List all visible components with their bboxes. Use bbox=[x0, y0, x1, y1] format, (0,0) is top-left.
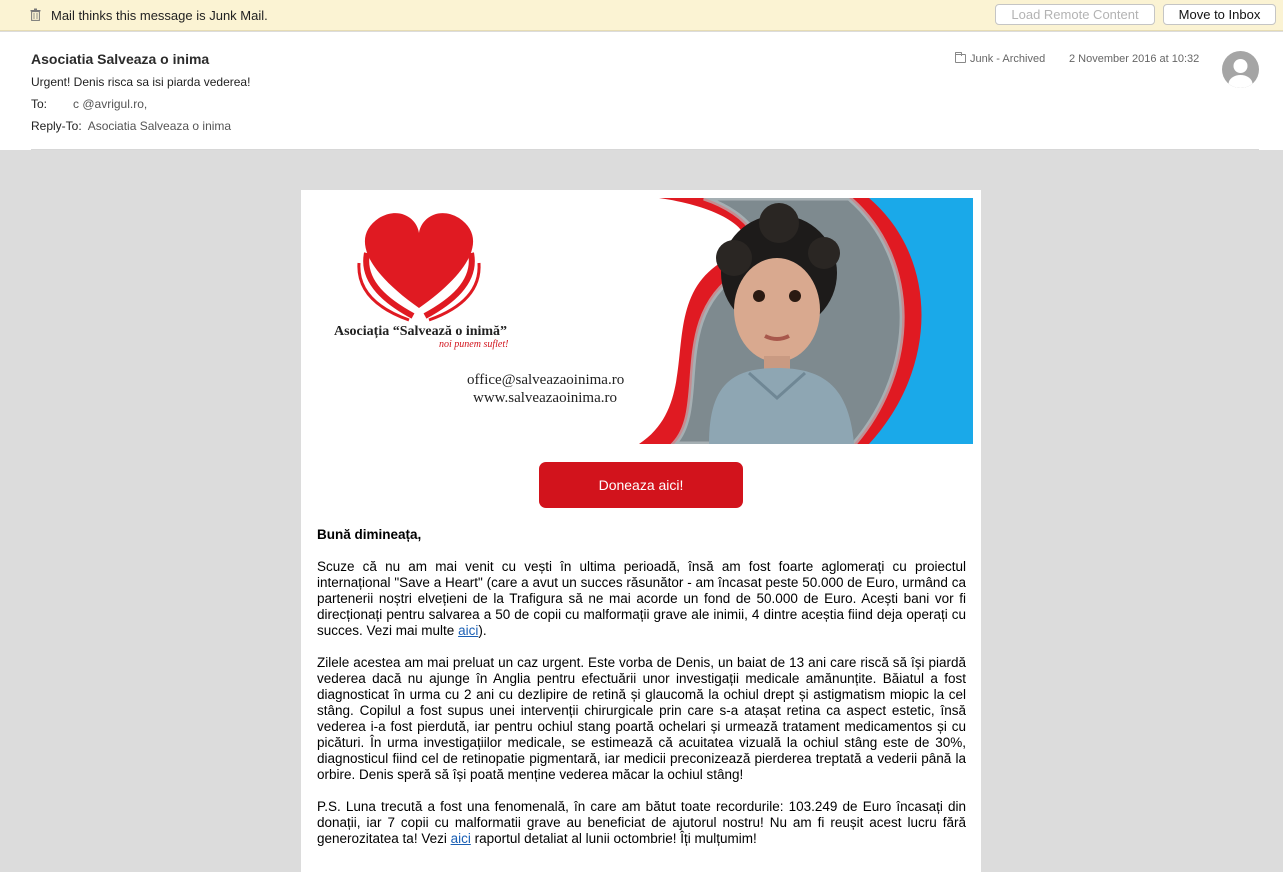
person-silhouette-icon bbox=[1222, 51, 1259, 88]
reply-to-address[interactable]: Asociatia Salveaza o inima bbox=[87, 119, 232, 133]
banner-image bbox=[309, 198, 973, 444]
folder-label: Junk - Archived bbox=[970, 53, 1046, 65]
org-slogan: noi punem suflet! bbox=[439, 339, 509, 350]
load-remote-content-button[interactable]: Load Remote Content bbox=[995, 4, 1155, 25]
email-text bbox=[317, 527, 966, 863]
move-to-inbox-button[interactable]: Move to Inbox bbox=[1163, 4, 1276, 25]
donate-button[interactable]: Doneaza aici! bbox=[539, 462, 743, 508]
folder-icon bbox=[955, 54, 966, 63]
banner-website: www.salveazaoinima.ro bbox=[473, 390, 617, 406]
paragraph-1-text: Scuze că nu am mai venit cu vești în ultima perioadă, însă am fost foarte aglomerați cu proiectul internațional "Save a Heart" (care a avut un succes răsunător - am încasat peste 50.000 de Euro, urmând ca partenerii noștri elvețieni de la Trafigura să ne mai acorde un fond de 50.000 de Euro. Acești bani vor fi direcționați pentru salvarea a 50 de copii cu malformații grave ale inimii, 4 dintre aceștia fiind deja operați cu succes. Vezi mai multe bbox=[317, 559, 966, 638]
message-header bbox=[0, 32, 1283, 150]
header-divider bbox=[31, 149, 1259, 150]
link-aici-1[interactable]: aici bbox=[458, 623, 479, 638]
subject-line: Urgent! Denis risca sa isi piarda vederea! bbox=[31, 75, 251, 89]
junk-mail-bar bbox=[0, 0, 1283, 31]
mailbox-folder[interactable] bbox=[955, 53, 1045, 65]
trash-icon bbox=[30, 8, 41, 21]
paragraph-2: Zilele acestea am mai preluat un caz urgent. Este vorba de Denis, un baiat de 13 ani care riscă să își piardă vederea dacă nu ajunge în Anglia pentru efectuării unor investigații medicale amănunțite. Băiatul a fost diagnosticat în urma cu 2 ani cu dezlipire de retină și glaucomă la ochiul drept și astigmatism miopic la cel stâng. Copilul a fost supus unei intervenții chirurgicale prin care s-a atașat retina ca aspect estetic, însă vederea i-a fost pierdută, iar pentru ochiul stang poartă ochelari și urmează tratament medicamentos și cu picături. În urma investigațiilor medicale, se estimează că acuitatea vizuală la ochiul stâng este de 30%, diagnosticul fiind cel de retinopatie pigmentară, iar medicii preconizează pierderea treptată a vederii până la orbire. Denis speră să își poată menține vederea măcar la ochiul stâng! bbox=[317, 655, 966, 782]
to-row bbox=[31, 97, 147, 111]
message-date: 2 November 2016 at 10:32 bbox=[1069, 53, 1200, 65]
email-body bbox=[301, 190, 981, 872]
banner-email: office@salveazaoinima.ro bbox=[467, 372, 625, 388]
greeting: Bună dimineața, bbox=[317, 527, 422, 542]
paragraph-3 bbox=[317, 799, 966, 847]
paragraph-1 bbox=[317, 559, 966, 639]
banner-graphic bbox=[309, 198, 973, 444]
reply-to-row bbox=[31, 119, 231, 133]
paragraph-1-end: ). bbox=[478, 623, 487, 638]
sender-name[interactable]: Asociatia Salveaza o inima bbox=[31, 51, 210, 67]
paragraph-3-text: P.S. Luna trecută a fost una fenomenală, în care am bătut toate recordurile: 103.249 de Euro încasați din donații, iar 7 copii cu malformatii grave au beneficiat de ajutorul nostru! Nu am fi reușit acest lucru fără generozitatea ta! Vezi bbox=[317, 799, 966, 846]
to-label: To: bbox=[31, 97, 48, 111]
org-name: Asociația “Salvează o inimă” bbox=[334, 324, 508, 339]
to-recipient[interactable]: c @avrigul.ro, bbox=[73, 97, 148, 111]
paragraph-3-end: raportul detaliat al lunii octombrie! Îți mulțumim! bbox=[470, 831, 757, 846]
junk-message: Mail thinks this message is Junk Mail. bbox=[51, 8, 268, 23]
link-aici-2[interactable]: aici bbox=[450, 831, 471, 846]
reply-to-label: Reply-To: bbox=[31, 119, 82, 133]
avatar bbox=[1222, 51, 1259, 88]
